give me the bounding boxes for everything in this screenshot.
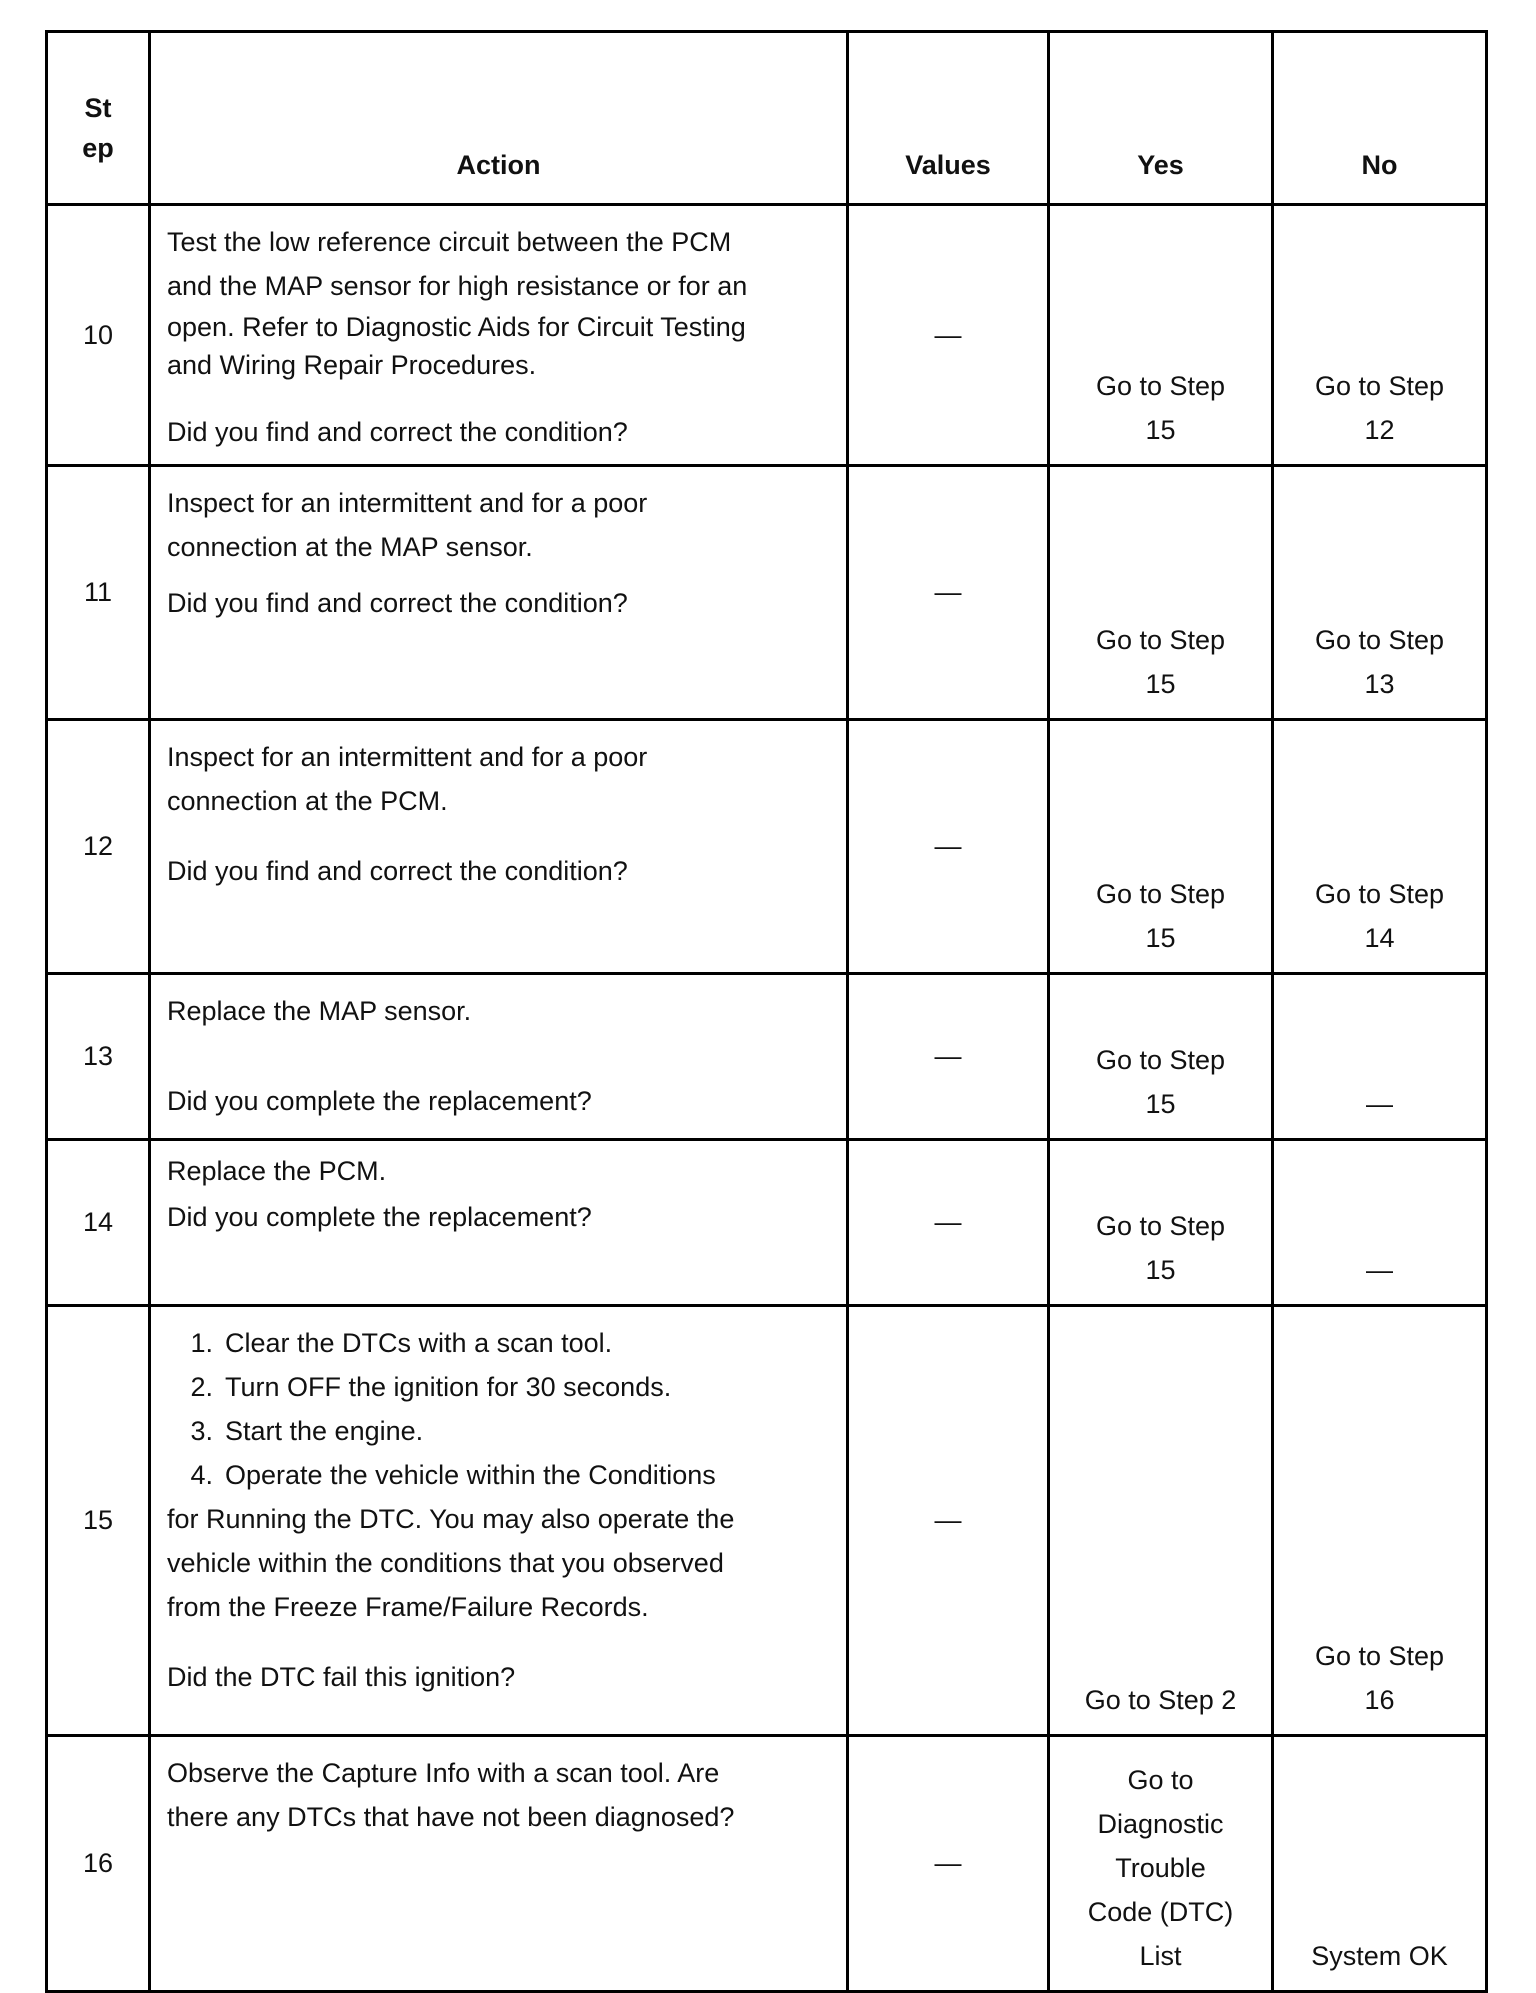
no-cell: — <box>1273 1140 1487 1306</box>
action-cell: Observe the Capture Info with a scan tool. Are there any DTCs that have not been diagnosed? <box>150 1736 848 1992</box>
action-cell: Replace the PCM. Did you complete the replacement? <box>150 1140 848 1306</box>
step-number: 15 <box>47 1306 150 1736</box>
action-header: Action <box>150 32 848 205</box>
yes-cell: Go to Step 15 <box>1049 205 1273 466</box>
action-cell: Inspect for an intermittent and for a poor connection at the PCM. Did you find and correct the condition? <box>150 720 848 974</box>
yes-cell: Go to Diagnostic Trouble Code (DTC) List <box>1049 1736 1273 1992</box>
step-header: St ep <box>47 32 150 205</box>
step-number: 13 <box>47 974 150 1140</box>
step-number: 16 <box>47 1736 150 1992</box>
step-number: 12 <box>47 720 150 974</box>
table-row-step-12 <box>47 720 1487 974</box>
action-question: Did you complete the replacement? <box>167 1086 592 1116</box>
header-row <box>47 32 1487 205</box>
no-cell: Go to Step 13 <box>1273 466 1487 720</box>
action-cell: Test the low reference circuit between the PCM and the MAP sensor for high resistance or for an open. Refer to Diagnostic Aids for Circuit Testing and Wiring Repair Procedures. Did you find and correct the condition? <box>150 205 848 466</box>
list-item: 3. Start the engine. <box>190 1416 424 1446</box>
no-cell: Go to Step 12 <box>1273 205 1487 466</box>
action-cell: 1. Clear the DTCs with a scan tool. 2. Turn OFF the ignition for 30 seconds. 3. Start the engine. 4. Operate the vehicle within the Conditions for Running the DTC. You may also operate the vehicle within the conditions that you observed from the Freeze Frame/Failure Records. Did the DTC fail this ignition? <box>150 1306 848 1736</box>
action-cell: Inspect for an intermittent and for a poor connection at the MAP sensor. Did you find and correct the condition? <box>150 466 848 720</box>
table-row-step-16 <box>47 1736 1487 1992</box>
table-row-step-11 <box>47 466 1487 720</box>
table-row-step-13 <box>47 974 1487 1140</box>
yes-cell: Go to Step 15 <box>1049 720 1273 974</box>
yes-header: Yes <box>1049 32 1273 205</box>
list-item: 1. Clear the DTCs with a scan tool. <box>190 1328 613 1358</box>
step-number: 11 <box>47 466 150 720</box>
yes-cell: Go to Step 15 <box>1049 1140 1273 1306</box>
table-row-step-10 <box>47 205 1487 466</box>
action-question: Did you find and correct the condition? <box>167 588 628 618</box>
values-header: Values <box>848 32 1049 205</box>
diagnostic-table <box>45 30 1488 1993</box>
no-header: No <box>1273 32 1487 205</box>
action-question: Did you find and correct the condition? <box>167 417 628 447</box>
no-cell: Go to Step 14 <box>1273 720 1487 974</box>
list-item: 2. Turn OFF the ignition for 30 seconds. <box>190 1372 672 1402</box>
list-item: 4. Operate the vehicle within the Conditions <box>190 1460 716 1490</box>
value-cell: — <box>848 1736 1049 1992</box>
yes-cell: Go to Step 15 <box>1049 466 1273 720</box>
value-cell: — <box>848 1306 1049 1736</box>
step-number: 14 <box>47 1140 150 1306</box>
action-cell: Replace the MAP sensor. Did you complete the replacement? <box>150 974 848 1140</box>
action-question: Did the DTC fail this ignition? <box>167 1662 516 1692</box>
yes-cell: Go to Step 15 <box>1049 974 1273 1140</box>
action-question: Did you complete the replacement? <box>167 1202 592 1232</box>
table-row-step-15 <box>47 1306 1487 1736</box>
yes-cell: Go to Step 2 <box>1049 1306 1273 1736</box>
action-question: Did you find and correct the condition? <box>167 856 628 886</box>
value-cell: — <box>848 466 1049 720</box>
step-number: 10 <box>47 205 150 466</box>
value-cell: — <box>848 720 1049 974</box>
value-cell: — <box>848 974 1049 1140</box>
no-cell: — <box>1273 974 1487 1140</box>
no-cell: Go to Step 16 <box>1273 1306 1487 1736</box>
no-cell: System OK <box>1273 1736 1487 1992</box>
value-cell: — <box>848 1140 1049 1306</box>
table-row-step-14 <box>47 1140 1487 1306</box>
value-cell: — <box>848 205 1049 466</box>
